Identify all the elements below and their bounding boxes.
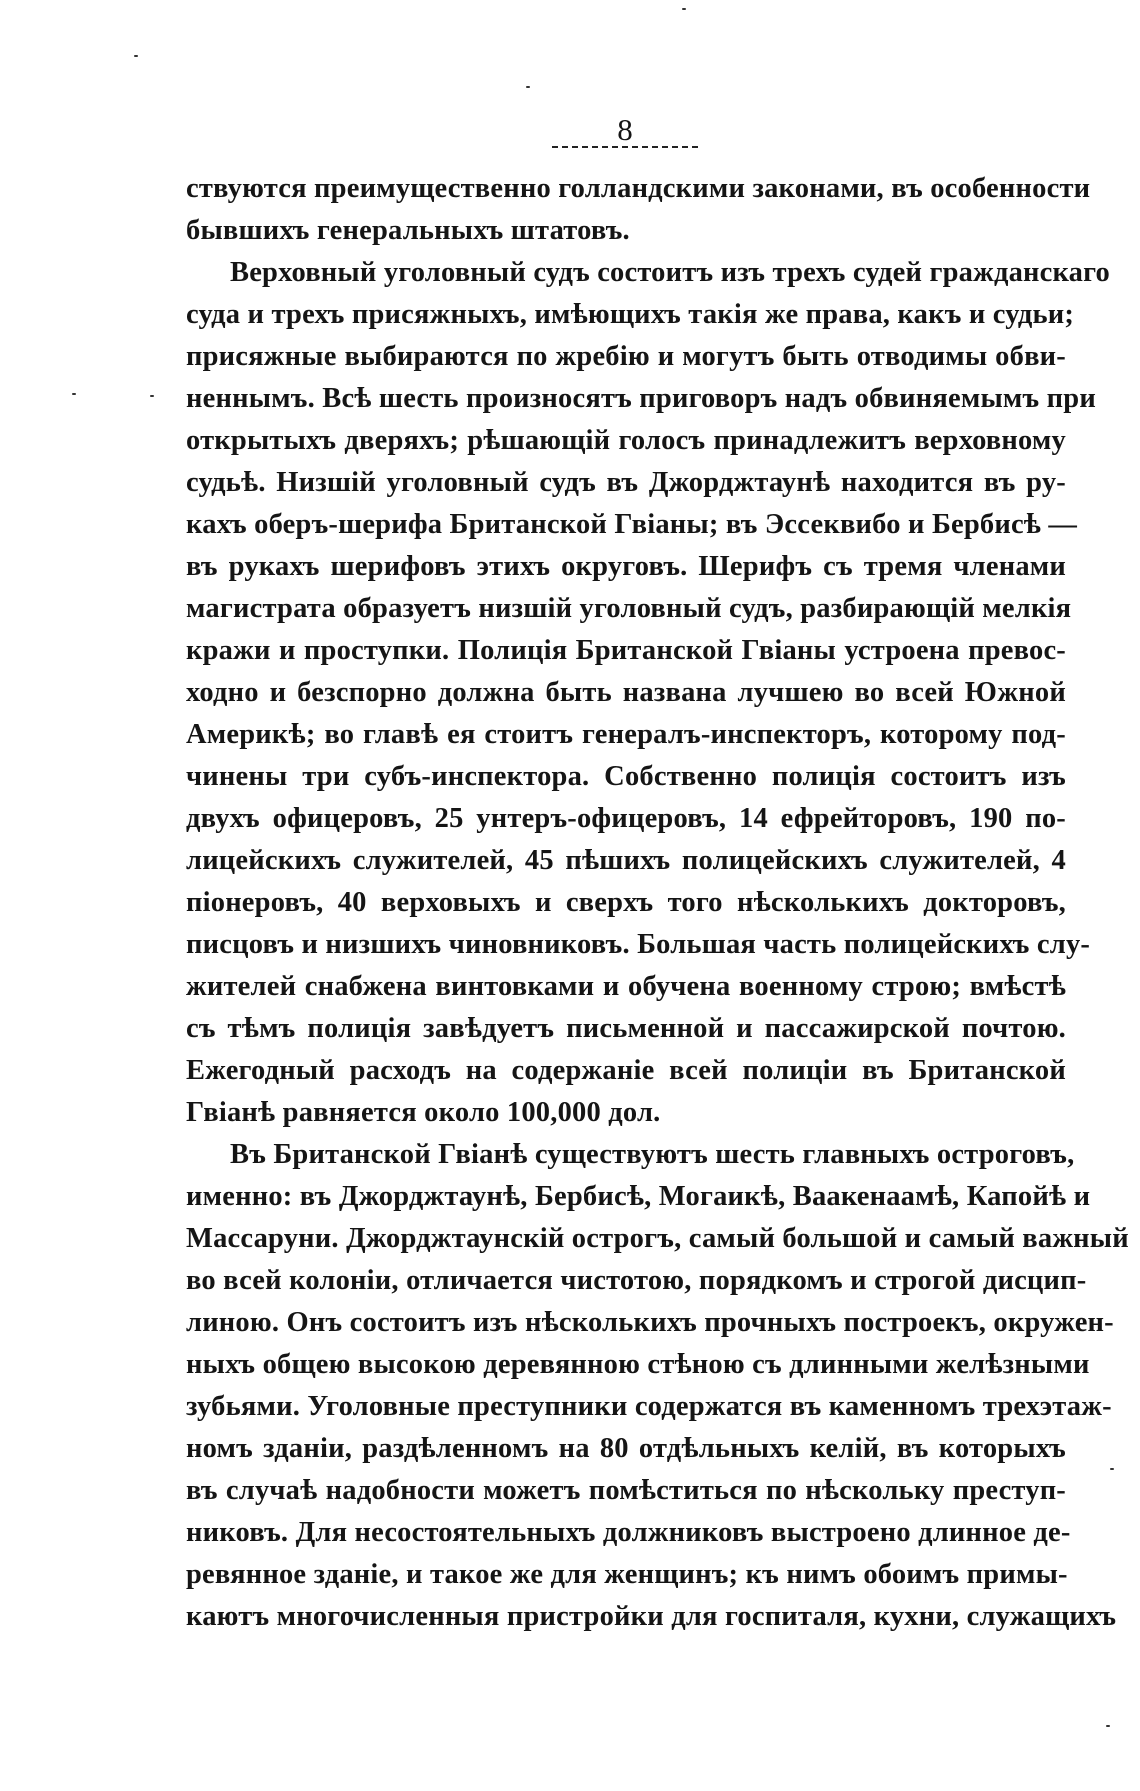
text-line: Америкѣ; во главѣ ея стоитъ генералъ-инспекторъ, которому под- [186, 719, 1066, 750]
text-line: номъ зданіи, раздѣленномъ на 80 отдѣльныхъ келій, въ которыхъ [186, 1433, 1066, 1464]
scan-speck [1106, 1725, 1110, 1727]
text-line: двухъ офицеровъ, 25 унтеръ-офицеровъ, 14 ефрейторовъ, 190 по- [186, 803, 1066, 834]
scan-speck [134, 55, 138, 57]
text-line: бывшихъ генеральныхъ штатовъ. [186, 215, 630, 246]
text-line: судьѣ. Низшій уголовный судъ въ Джорджтаунѣ находится въ ру- [186, 467, 1066, 498]
text-line: Въ Британской Гвіанѣ существуютъ шесть главныхъ остроговъ, [230, 1139, 1075, 1170]
page-number: 8 [617, 112, 633, 147]
text-line: піонеровъ, 40 верховыхъ и сверхъ того нѣсколькихъ докторовъ, [186, 887, 1066, 918]
text-line: ходно и безспорно должна быть названа лучшею во всей Южной [186, 677, 1066, 708]
text-line: Массаруни. Джорджтаунскій острогъ, самый большой и самый важный [186, 1223, 1129, 1254]
text-line: именно: въ Джорджтаунѣ, Бербисѣ, Могаикѣ, Ваакенаамѣ, Капойѣ и [186, 1181, 1091, 1212]
page-number-rule [552, 146, 698, 148]
text-line: чинены три субъ-инспектора. Собственно полиція состоитъ изъ [186, 761, 1066, 792]
text-line: никовъ. Для несостоятельныхъ должниковъ выстроено длинное де- [186, 1517, 1071, 1548]
text-line: открытыхъ дверяхъ; рѣшающій голосъ принадлежитъ верховному [186, 425, 1066, 456]
text-line: кахъ оберъ-шерифа Британской Гвіаны; въ Эссеквибо и Бербисѣ — [186, 509, 1078, 540]
text-line: присяжные выбираются по жребію и могутъ быть отводимы обви- [186, 341, 1066, 372]
scan-speck [72, 393, 76, 395]
text-line: зубьями. Уголовные преступники содержатся въ каменномъ трехэтаж- [186, 1391, 1112, 1422]
text-line: въ случаѣ надобности можетъ помѣститься по нѣскольку преступ- [186, 1475, 1066, 1506]
text-line: ревянное зданіе, и такое же для женщинъ; къ нимъ обоимъ примы- [186, 1559, 1068, 1590]
text-line: съ тѣмъ полиція завѣдуетъ письменной и пассажирской почтою. [186, 1013, 1066, 1044]
scan-speck [1110, 1468, 1114, 1470]
text-line: суда и трехъ присяжныхъ, имѣющихъ такія же права, какъ и судьи; [186, 299, 1075, 330]
text-line: въ рукахъ шерифовъ этихъ округовъ. Шерифъ съ тремя членами [186, 551, 1066, 582]
text-line: Ежегодный расходъ на содержаніе всей полиціи въ Британской [186, 1055, 1066, 1086]
text-line: Верховный уголовный судъ состоитъ изъ трехъ судей гражданскаго [230, 257, 1111, 288]
text-line: жителей снабжена винтовками и обучена военному строю; вмѣстѣ [186, 971, 1066, 1002]
scan-speck [150, 395, 154, 397]
text-line: во всей колоніи, отличается чистотою, порядкомъ и строгой дисцип- [186, 1265, 1087, 1296]
text-line: ныхъ общею высокою деревянною стѣною съ длинными желѣзными [186, 1349, 1090, 1380]
text-line: ствуются преимущественно голландскими законами, въ особенности [186, 173, 1091, 204]
text-line: Гвіанѣ равняется около 100,000 дол. [186, 1097, 661, 1128]
page-body-text [186, 168, 1129, 1638]
text-line: лицейскихъ служителей, 45 пѣшихъ полицейскихъ служителей, 4 [186, 845, 1066, 876]
text-line: каютъ многочисленныя пристройки для госпиталя, кухни, служащихъ [186, 1601, 1117, 1632]
text-line: линою. Онъ состоитъ изъ нѣсколькихъ прочныхъ построекъ, окружен- [186, 1307, 1114, 1338]
text-line: магистрата образуетъ низшій уголовный судъ, разбирающій мелкія [186, 593, 1072, 624]
scan-speck [526, 86, 530, 88]
text-line: писцовъ и низшихъ чиновниковъ. Большая часть полицейскихъ слу- [186, 929, 1091, 960]
text-line: кражи и проступки. Полиція Британской Гвіаны устроена превос- [186, 635, 1066, 666]
text-line: неннымъ. Всѣ шесть произносятъ приговоръ надъ обвиняемымъ при [186, 383, 1096, 414]
scan-speck [682, 8, 686, 10]
